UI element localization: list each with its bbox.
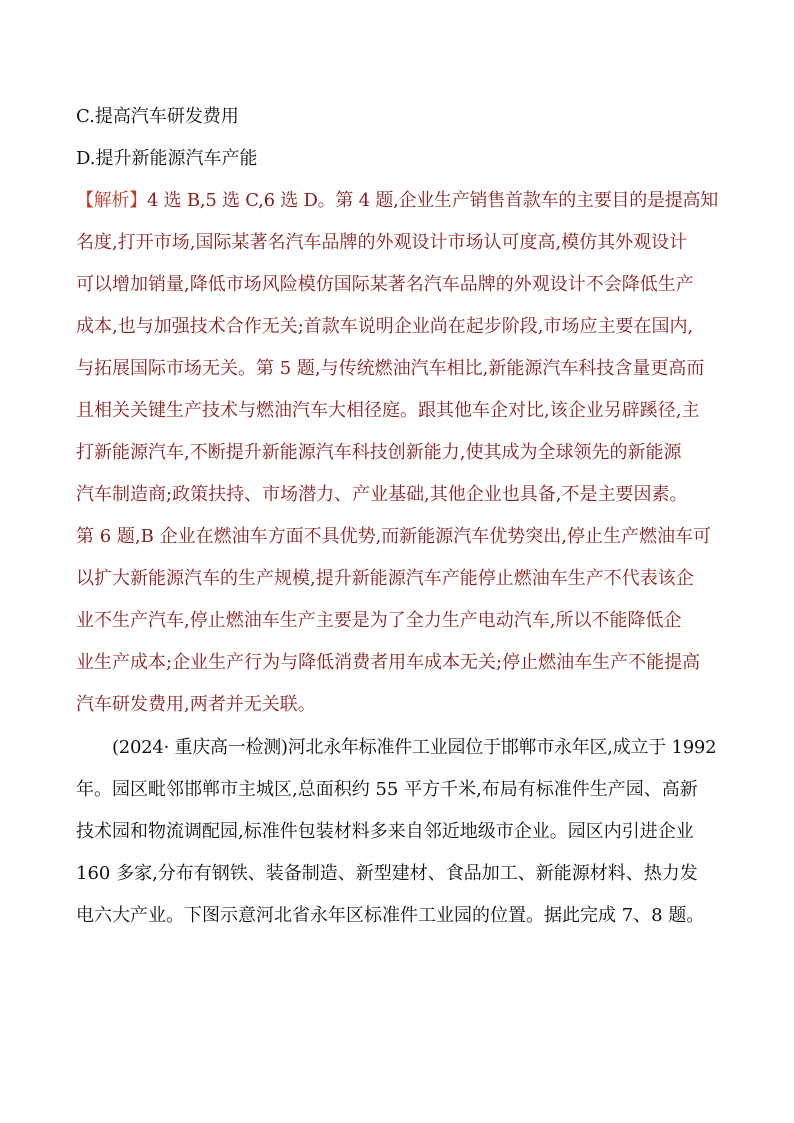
- analysis-line-7: 打新能源汽车,不断提升新能源汽车科技创新能力,使其成为全球领先的新能源: [76, 442, 682, 463]
- analysis-line-13: 汽车研发费用,两者并无关联。: [76, 694, 316, 715]
- analysis-text: 4 选 B,5 选 C,6 选 D。第 4 题,企业生产销售首款车的主要目的是提高知: [147, 190, 719, 211]
- analysis-line-1: [76, 190, 722, 212]
- analysis-line-8: 汽车制造商;政策扶持、市场潜力、产业基础,其他企业也具备,不是主要因素。: [76, 484, 688, 505]
- question-line-3: 技术园和物流调配园,标准件包装材料多来自邻近地级市企业。园区内引进企业: [76, 821, 694, 842]
- analysis-line-4: 成本,也与加强技术合作无关;首款车说明企业尚在起步阶段,市场应主要在国内,: [76, 316, 694, 337]
- option-c: C.提高汽车研发费用: [76, 106, 239, 127]
- analysis-line-2: 名度,打开市场,国际某著名汽车品牌的外观设计市场认可度高,模仿其外观设计: [76, 232, 688, 253]
- option-d: D.提升新能源汽车产能: [76, 148, 258, 169]
- analysis-line-6: 且相关关键生产技术与燃油汽车大相径庭。跟其他车企对比,该企业另辟蹊径,主: [76, 400, 700, 421]
- analysis-tag: 【解析】: [76, 190, 147, 211]
- analysis-line-10: 以扩大新能源汽车的生产规模,提升新能源汽车产能停止燃油车生产不代表该企: [76, 568, 694, 589]
- question-line-5: 电六大产业。下图示意河北省永年区标准件工业园的位置。据此完成 7、8 题。: [76, 905, 705, 926]
- question-line-4: 160 多家,分布有钢铁、装备制造、新型建材、食品加工、新能源材料、热力发: [76, 863, 698, 884]
- analysis-line-11: 业不生产汽车,停止燃油车生产主要是为了全力生产电动汽车,所以不能降低企: [76, 610, 682, 631]
- question-line-2: 年。园区毗邻邯郸市主城区,总面积约 55 平方千米,布局有标准件生产园、高新: [76, 779, 698, 800]
- analysis-line-3: 可以增加销量,降低市场风险模仿国际某著名汽车品牌的外观设计不会降低生产: [76, 274, 694, 295]
- analysis-line-5: 与拓展国际市场无关。第 5 题,与传统燃油汽车相比,新能源汽车科技含量更高而: [76, 358, 705, 379]
- analysis-line-12: 业生产成本;企业生产行为与降低消费者用车成本无关;停止燃油车生产不能提高: [76, 652, 701, 673]
- analysis-line-9: 第 6 题,B 企业在燃油车方面不具优势,而新能源汽车优势突出,停止生产燃油车可: [76, 526, 712, 547]
- question-line-1: (2024· 重庆高一检测)河北永年标准件工业园位于邯郸市永年区,成立于 1992: [112, 737, 717, 758]
